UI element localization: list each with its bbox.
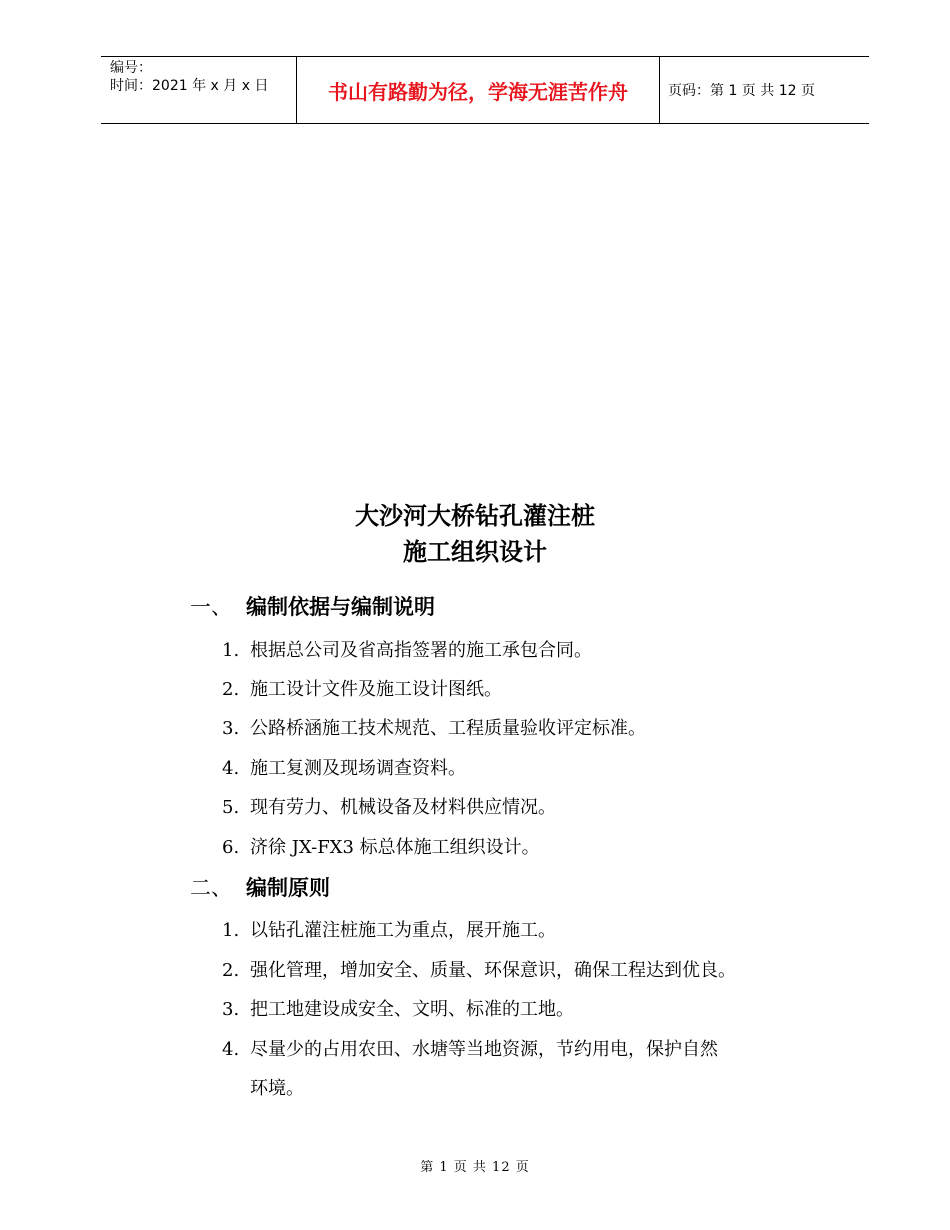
item-number: 3. — [222, 718, 240, 739]
item-number: 5. — [222, 797, 240, 818]
section-title: 编制依据与编制说明 — [246, 595, 435, 619]
item-text: 以钻孔灌注桩施工为重点，展开施工。 — [250, 920, 556, 941]
header-page-label: 页码：第 1 页 共 12 页 — [668, 83, 815, 99]
header-number-label: 编号： — [110, 60, 152, 76]
list-item — [222, 997, 574, 1023]
item-number: 2. — [222, 679, 240, 700]
item-number: 6. — [222, 837, 240, 858]
header-motto: 书山有路勤为径，学海无涯苦作舟 — [296, 57, 660, 123]
item-text: 强化管理，增加安全、质量、环保意识，确保工程达到优良。 — [250, 960, 736, 981]
section-heading-2 — [190, 873, 330, 903]
header-time-label: 时间：2021 年 x 月 x 日 — [110, 78, 269, 94]
item-text: 施工复测及现场调查资料。 — [250, 758, 466, 779]
section-heading-1 — [190, 592, 435, 622]
item-number: 3. — [222, 999, 240, 1020]
item-text: 尽量少的占用农田、水塘等当地资源，节约用电，保护自然 — [250, 1039, 718, 1060]
list-item — [222, 795, 556, 821]
item-text: 根据总公司及省高指签署的施工承包合同。 — [250, 640, 592, 661]
item-text: 公路桥涵施工技术规范、工程质量验收评定标准。 — [250, 718, 646, 739]
item-text: 把工地建设成安全、文明、标准的工地。 — [250, 999, 574, 1020]
document-title-line1: 大沙河大桥钻孔灌注桩 — [355, 502, 595, 530]
item-text: 施工设计文件及施工设计图纸。 — [250, 679, 502, 700]
section-number: 二、 — [190, 876, 232, 900]
list-item — [222, 677, 502, 703]
section-number: 一、 — [190, 595, 232, 619]
page-footer: 第 1 页 共 12 页 — [420, 1160, 530, 1175]
item-number: 4. — [222, 758, 240, 779]
item-number: 1. — [222, 920, 240, 941]
section-title: 编制原则 — [246, 876, 330, 900]
item-number: 2. — [222, 960, 240, 981]
document-title-line2: 施工组织设计 — [403, 538, 547, 566]
item-text-continuation: 环境。 — [250, 1078, 304, 1099]
page-header — [101, 56, 869, 124]
header-left-cell — [101, 57, 296, 123]
item-number: 1. — [222, 640, 240, 661]
item-number: 4. — [222, 1039, 240, 1060]
list-item — [222, 835, 540, 861]
list-item — [222, 638, 592, 664]
list-item — [222, 756, 466, 782]
item-text: 济徐 JX-FX3 标总体施工组织设计。 — [250, 837, 540, 858]
list-item — [222, 918, 556, 944]
list-item — [222, 958, 736, 984]
list-item — [222, 716, 646, 742]
list-item — [222, 1037, 718, 1063]
item-text: 现有劳力、机械设备及材料供应情况。 — [250, 797, 556, 818]
